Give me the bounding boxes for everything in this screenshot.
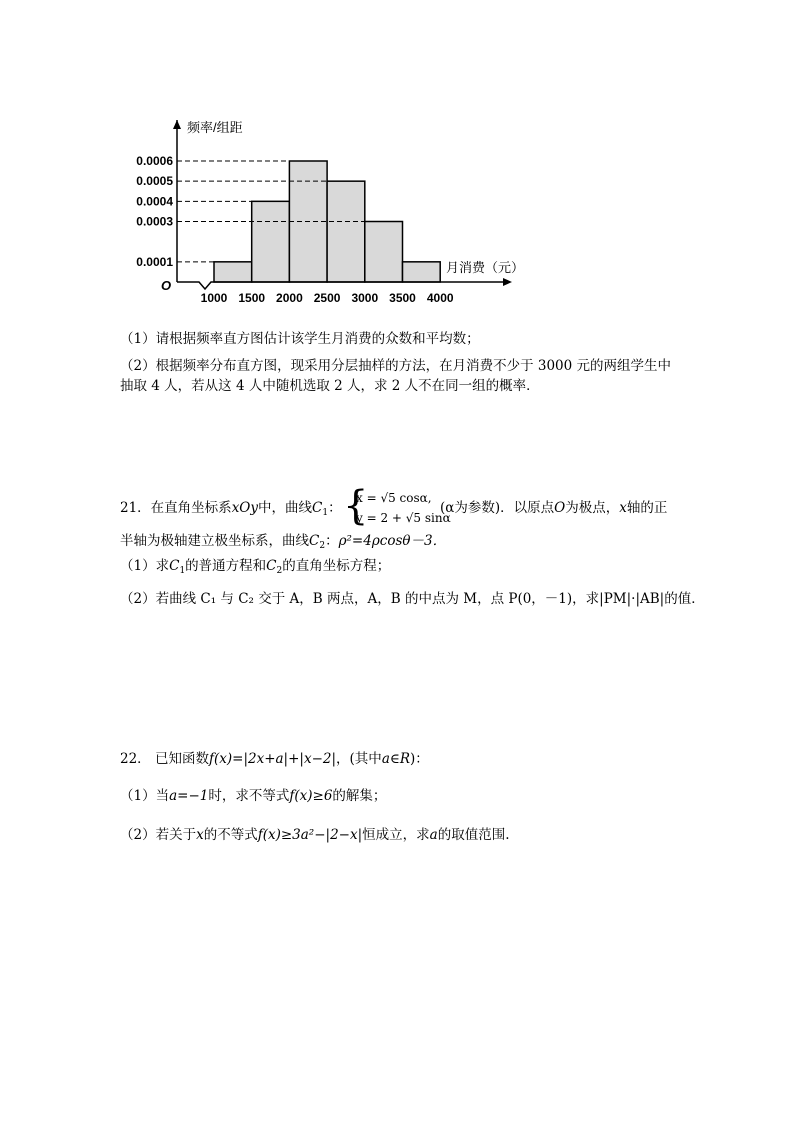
- x-var: x: [196, 827, 204, 843]
- histogram-bar: [214, 262, 252, 282]
- curve-c1: C: [169, 558, 180, 574]
- q21-text: (α为参数)．以原点: [440, 500, 555, 516]
- q22-text: 22． 已知函数: [120, 751, 209, 767]
- q21-line1: 21．在直角坐标系xOy中，曲线$C_1$：: [120, 500, 342, 518]
- polar-equation: ρ²=4ρcosθ－3．: [338, 533, 447, 549]
- q21-part1: （1）求$C_1$的普通方程和$C_2$的直角坐标方程；: [120, 558, 391, 576]
- frequency-histogram: [0, 0, 793, 320]
- origin-label: O: [161, 278, 172, 293]
- q21-text: 中，曲线: [258, 500, 312, 516]
- x-tick-label: 2500: [313, 291, 341, 305]
- function-def: f(x)=|2x+a|+|x−2|: [208, 751, 337, 767]
- q22-text: )：: [410, 751, 429, 767]
- system-brace: {: [343, 483, 369, 529]
- x-tick-label: 1000: [200, 291, 228, 305]
- q21-text: 轴的正: [626, 500, 668, 516]
- q22-part1: [120, 787, 386, 805]
- q22-text: 的取值范围.: [437, 827, 510, 843]
- q22-text: 恒成立，求: [362, 827, 430, 843]
- q21-text: 半轴为极轴建立极坐标系，曲线: [120, 533, 309, 549]
- q21-text: ：: [325, 533, 339, 549]
- x-axis-arrow: [503, 278, 512, 286]
- param-condition: a∈R: [381, 751, 411, 767]
- q20-part1: （1）请根据频率直方图估计该学生月消费的众数和平均数；: [120, 331, 480, 347]
- histogram-bar: [365, 222, 403, 283]
- coordinate-system: xOy: [231, 500, 258, 516]
- origin-o: O: [554, 500, 566, 516]
- q20-part2-line1: （2）根据频率分布直方图，现采用分层抽样的方法，在月消费不少于 3000 元的两组学生中: [120, 358, 672, 374]
- y-tick-label: 0.0005: [136, 174, 173, 189]
- y-tick-label: 0.0006: [136, 154, 173, 168]
- y-axis-label: 频率/组距: [187, 120, 243, 135]
- histogram-bar: [403, 262, 441, 282]
- q22-part2: [120, 826, 510, 844]
- x-tick-label: 1500: [238, 291, 266, 305]
- x-axis: [177, 282, 504, 289]
- q21-text: 的普通方程和: [185, 558, 267, 574]
- x-tick-label: 4000: [426, 291, 454, 305]
- param-eq-y: y = 2 + √5 sinα: [356, 511, 451, 525]
- y-tick-label: 0.0004: [136, 194, 173, 209]
- q21-text: （1）求: [120, 558, 170, 574]
- q22-text: （2）若关于: [120, 827, 197, 843]
- q22-text: 的解集；: [332, 788, 387, 804]
- curve-c2: C: [266, 558, 277, 574]
- x-axis-label: 月消费（元）: [446, 260, 525, 275]
- q22-text: 时，求不等式: [208, 788, 290, 804]
- inequality: f(x)≥6: [289, 788, 333, 804]
- q20-part2-line2: 抽取 4 人，若从这 4 人中随机选取 2 人，求 2 人不在同一组的概率．: [120, 378, 540, 394]
- q21-text: 的直角坐标方程；: [282, 558, 391, 574]
- y-tick-label: 0.0001: [136, 254, 173, 269]
- param-eq-x: x = √5 cosα,: [356, 491, 432, 505]
- q21-line2: 半轴为极轴建立极坐标系，曲线$C_2$：ρ²=4ρcosθ－3．: [120, 533, 447, 551]
- a-value: a=−1: [169, 788, 209, 804]
- q22-text: ，(其中: [336, 751, 382, 767]
- y-axis-arrow: [173, 120, 181, 129]
- q21-line1-tail: [440, 499, 667, 517]
- q21-part2: （2）若曲线 C₁ 与 C₂ 交于 A，B 两点，A，B 的中点为 M，点 P(0，－1)，求|PM|·|AB|的值．: [120, 591, 705, 607]
- q22-head: [120, 750, 429, 768]
- histogram-bar: [252, 201, 290, 282]
- q21-text: ：: [328, 500, 342, 516]
- q22-text: （1）当: [120, 788, 170, 804]
- q22-text: 的不等式: [203, 827, 258, 843]
- q21-text: 为极点，: [565, 500, 620, 516]
- a-var: a: [429, 827, 438, 843]
- inequality: f(x)≥3a²−|2−x|: [257, 827, 363, 843]
- curve-c2: C: [309, 533, 320, 549]
- q21-number: 21．在直角坐标系: [120, 500, 232, 516]
- x-tick-label: 2000: [276, 291, 303, 305]
- histogram-bar: [327, 181, 365, 282]
- x-tick-label: 3000: [351, 291, 379, 305]
- x-tick-label: 3500: [389, 291, 416, 305]
- y-tick-label: 0.0003: [136, 214, 173, 229]
- curve-c1: C: [312, 500, 323, 516]
- x-var: x: [619, 500, 627, 516]
